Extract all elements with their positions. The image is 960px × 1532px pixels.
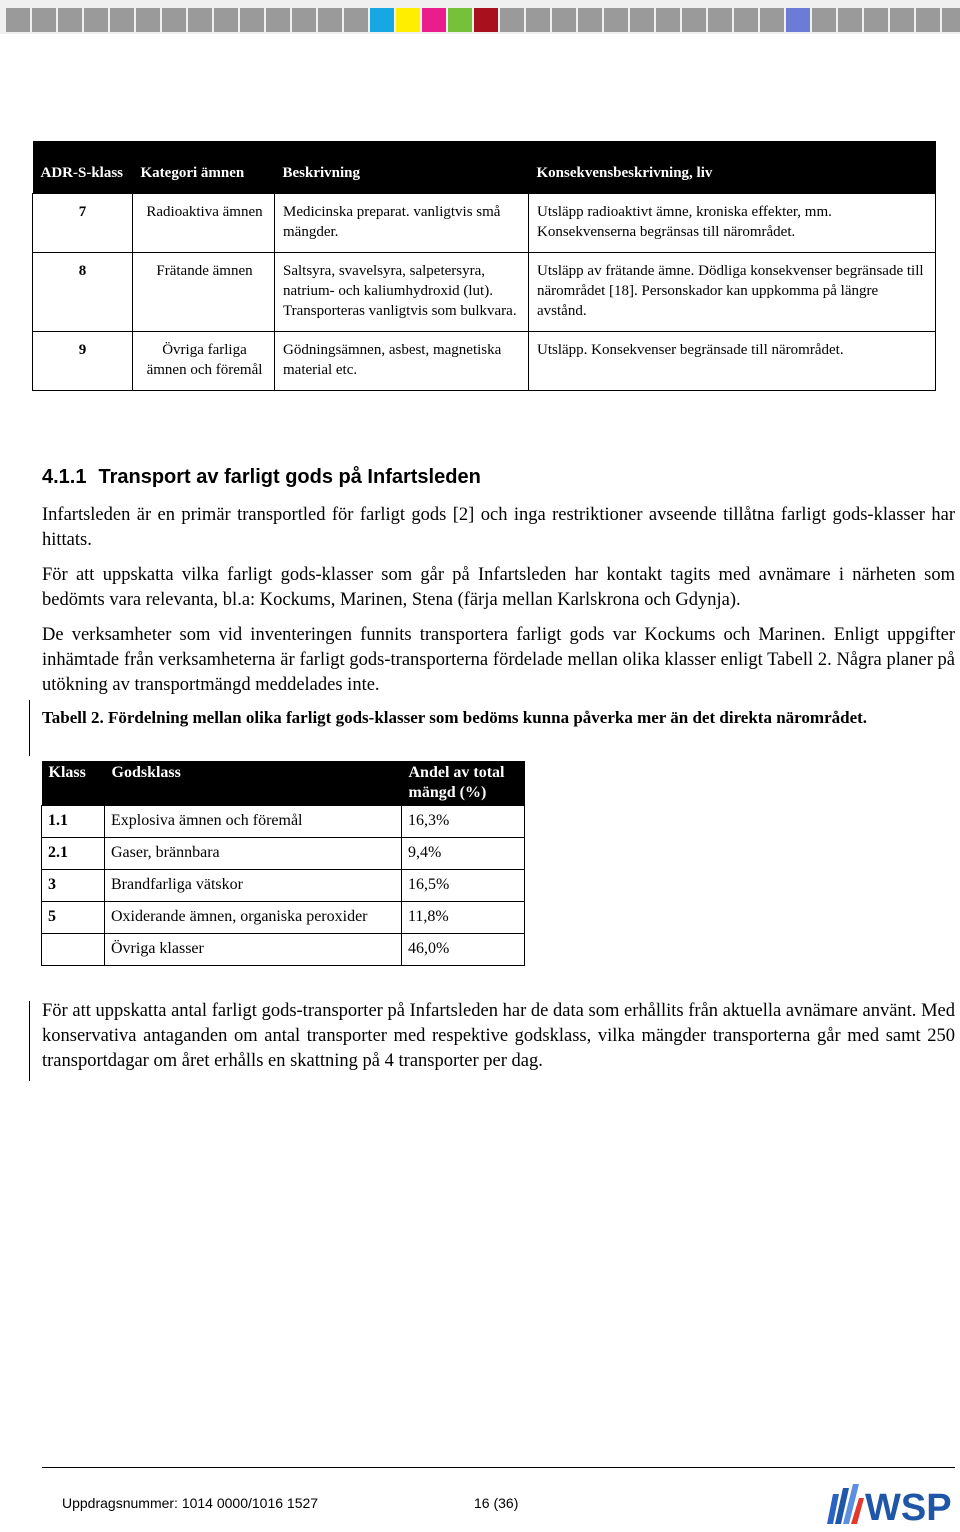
color-square [474,8,498,32]
color-square [864,8,888,32]
color-square [266,8,290,32]
col-header-konsekvens: Konsekvensbeskrivning, liv [529,141,936,194]
paragraph-1: Infartsleden är en primär transportled för farligt gods [2] och inga restriktioner avseende tillåtna farligt gods-klasser har hittats. [42,505,955,550]
table-row [42,806,525,838]
paragraph-2: För att uppskatta vilka farligt gods-klasser som går på Infartsleden har kontakt tagits med avnämare i närheten som bedömts vara relevanta, bl.a: Kockums, Marinen, Stena (färja mellan Karlskrona och Gdynja). [42,565,955,610]
color-square [6,8,30,32]
paragraph-4: För att uppskatta antal farligt gods-transporter på Infartsleden har de data som erhållits från aktuella avnämare använt. Med konservativa antaganden om antal transporter med respektive godsklass, vilka mängder transporterna går med samt 250 transportdagar om året erhålls en skattning på 4 transporter per dag. [42,1001,955,1071]
color-square [656,8,680,32]
color-square [318,8,342,32]
col-header-kategori: Kategori ämnen [133,141,275,194]
color-square [890,8,914,32]
col-header-godsklass: Godsklass [105,761,402,806]
color-square [396,8,420,32]
color-square [188,8,212,32]
cell-klass: 3 [42,870,105,902]
table-row [42,838,525,870]
color-square [448,8,472,32]
table-row [42,870,525,902]
footer-reference: Uppdragsnummer: 1014 0000/1016 1527 [62,1495,319,1511]
color-square [760,8,784,32]
cell-klass: 9 [33,332,133,391]
table-caption: Tabell 2. Fördelning mellan olika farligt gods-klasser som bedöms kunna påverka mer än det direkta närområdet. [42,708,868,727]
cell-beskrivning: Medicinska preparat. vanligtvis små mängder. [275,194,529,253]
table-row [33,332,936,391]
color-square [344,8,368,32]
section-heading [42,466,481,489]
color-square [812,8,836,32]
adr-class-table [32,141,936,391]
color-square [422,8,446,32]
table-row [42,934,525,966]
paragraph-3: De verksamheter som vid inventeringen funnits transportera farligt gods var Kockums och Marinen. Enligt uppgifter inhämtade från verksamheterna är farligt gods-transporterna fördelade mellan olika klasser enligt Tabell 2. Några planer på utökning av transportmängd meddelades inte. [42,625,955,695]
color-square [292,8,316,32]
cell-kategori: Frätande ämnen [133,253,275,332]
color-square [58,8,82,32]
page-number: 16 (36) [474,1495,519,1511]
revision-bar [29,1001,30,1081]
cell-beskrivning: Gödningsämnen, asbest, magnetiska material etc. [275,332,529,391]
color-square [708,8,732,32]
color-square [916,8,940,32]
cell-godsklass: Övriga klasser [105,934,402,966]
color-square [240,8,264,32]
cell-godsklass: Gaser, brännbara [105,838,402,870]
cell-beskrivning: Saltsyra, svavelsyra, salpetersyra, natrium- och kaliumhydroxid (lut). Transporteras vanligtvis som bulkvara. [275,253,529,332]
color-square [370,8,394,32]
col-header-klass: Klass [42,761,105,806]
color-square [84,8,108,32]
color-square [682,8,706,32]
table-row [42,902,525,934]
wsp-logo [823,1480,958,1528]
color-square [942,8,960,32]
cell-andel: 46,0% [402,934,525,966]
col-header-klass: ADR-S-klass [33,141,133,194]
color-square [578,8,602,32]
revision-bar [29,700,30,756]
section-number: 4.1.1 [42,466,87,488]
cell-klass: 5 [42,902,105,934]
logo-mark-icon [827,1484,864,1524]
cell-godsklass: Brandfarliga vätskor [105,870,402,902]
color-square [214,8,238,32]
footer-divider [42,1467,955,1468]
table-row [33,253,936,332]
cell-andel: 9,4% [402,838,525,870]
cell-andel: 16,5% [402,870,525,902]
color-square [526,8,550,32]
table-header-row [33,141,936,194]
col-header-andel: Andel av total mängd (%) [402,761,525,806]
color-square [630,8,654,32]
cell-konsekvens: Utsläpp av frätande ämne. Dödliga konsekvenser begränsade till närområdet [18]. Personskador kan uppkomma på längre avstånd. [529,253,936,332]
cell-klass: 8 [33,253,133,332]
gods-class-table [41,761,525,966]
cell-klass: 7 [33,194,133,253]
section-title: Transport av farligt gods på Infartsleden [98,466,481,488]
color-square [162,8,186,32]
color-square [604,8,628,32]
cell-konsekvens: Utsläpp radioaktivt ämne, kroniska effekter, mm. Konsekvenserna begränsas till närområdet. [529,194,936,253]
color-square [552,8,576,32]
col-header-beskrivning: Beskrivning [275,141,529,194]
cell-kategori: Övriga farliga ämnen och föremål [133,332,275,391]
cell-godsklass: Explosiva ämnen och föremål [105,806,402,838]
table-row [33,194,936,253]
cell-kategori: Radioaktiva ämnen [133,194,275,253]
cell-klass [42,934,105,966]
color-square [786,8,810,32]
logo-text: WSP [865,1487,952,1528]
color-square [500,8,524,32]
cell-klass: 1.1 [42,806,105,838]
color-strip [0,0,960,34]
color-square [734,8,758,32]
cell-andel: 16,3% [402,806,525,838]
cell-konsekvens: Utsläpp. Konsekvenser begränsade till närområdet. [529,332,936,391]
color-square [838,8,862,32]
color-square [136,8,160,32]
cell-klass: 2.1 [42,838,105,870]
cell-andel: 11,8% [402,902,525,934]
cell-godsklass: Oxiderande ämnen, organiska peroxider [105,902,402,934]
color-square [110,8,134,32]
table-header-row [42,761,525,806]
color-square [32,8,56,32]
